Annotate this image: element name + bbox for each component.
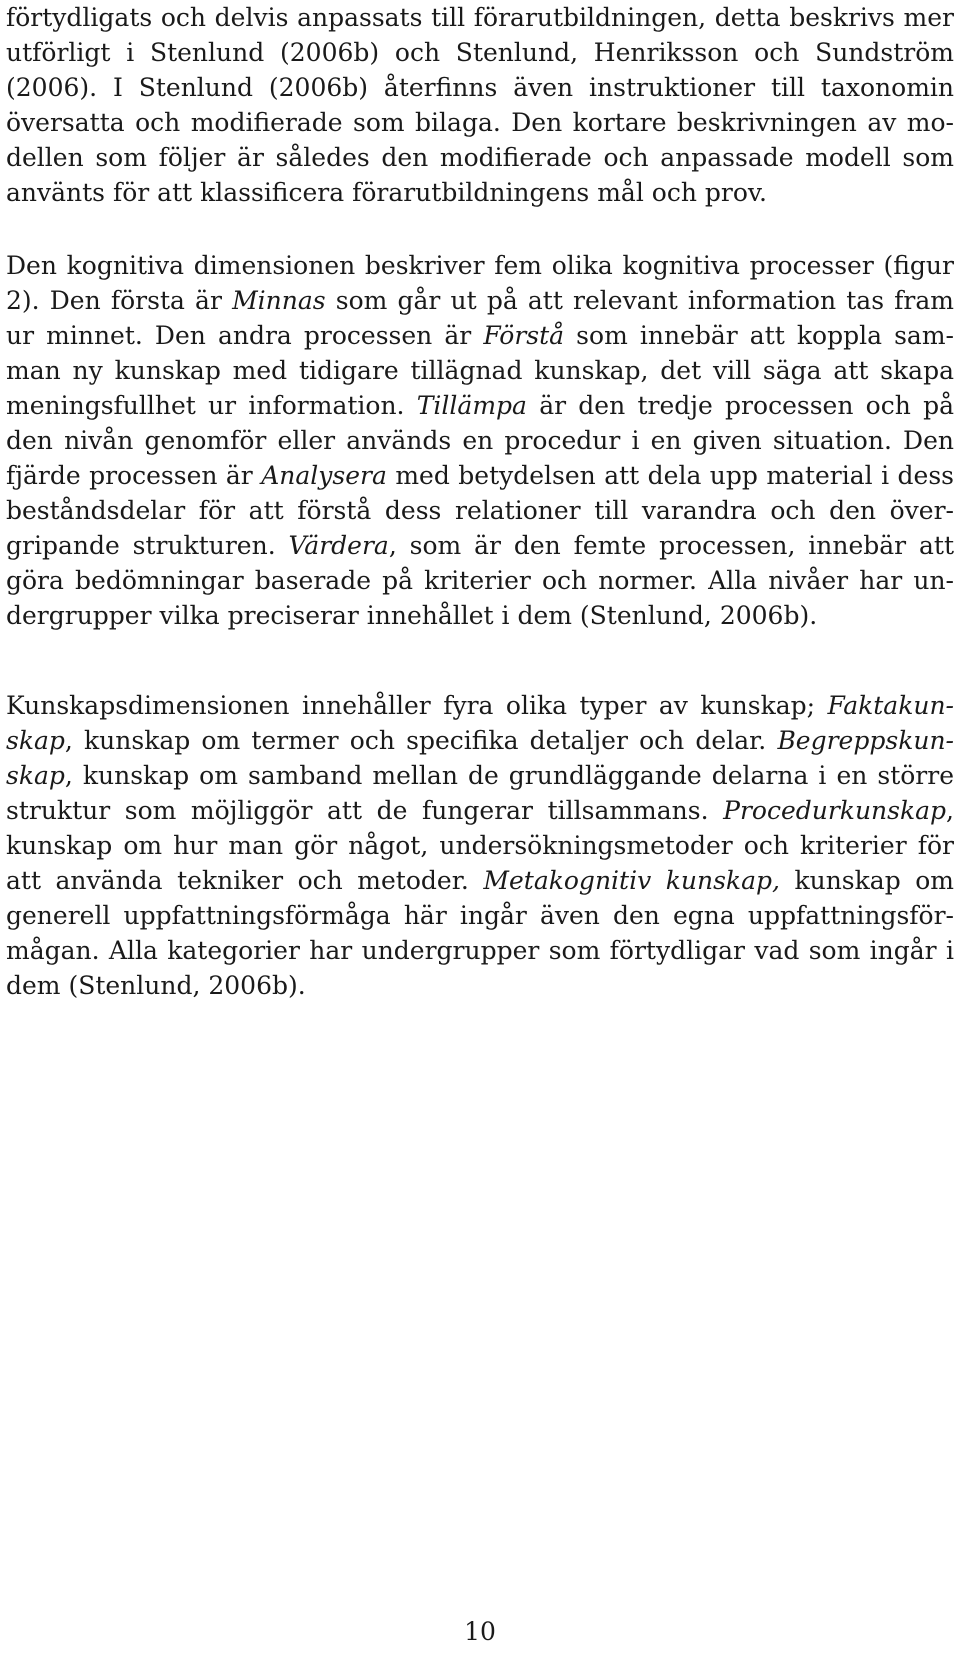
text-segment: generell uppfattningsförmåga här ingår även den egna uppfattningsför- bbox=[6, 901, 954, 930]
text-segment: som går ut på att relevant information tas fram bbox=[325, 286, 954, 315]
italic-term: Minnas bbox=[232, 286, 326, 315]
text-segment: dergrupper vilka preciserar innehållet i dem (Stenlund, 2006b). bbox=[6, 601, 818, 630]
italic-term: Analysera bbox=[261, 461, 387, 490]
text-segment: meningsfullhet ur information. bbox=[6, 391, 417, 420]
text-segment: utförligt i Stenlund (2006b) och Stenlund, Henriksson och Sundström bbox=[6, 38, 954, 67]
text-segment: är den tredje processen och på bbox=[526, 391, 954, 420]
text-line bbox=[6, 688, 954, 723]
italic-term: Faktakun- bbox=[827, 691, 954, 720]
italic-term: Begreppskun- bbox=[777, 726, 954, 755]
text-line bbox=[6, 388, 954, 423]
text-segment: dellen som följer är således den modifierade och anpassade modell som bbox=[6, 143, 954, 172]
text-line bbox=[6, 105, 954, 140]
paragraph-knowledge-dimension bbox=[6, 688, 954, 1003]
text-segment: kunskap om bbox=[779, 866, 954, 895]
text-line bbox=[6, 933, 954, 968]
text-segment: ur minnet. Den andra processen är bbox=[6, 321, 484, 350]
text-segment: som innebär att koppla sam- bbox=[564, 321, 954, 350]
text-segment: , bbox=[946, 796, 954, 825]
italic-term: skap bbox=[6, 761, 65, 790]
text-segment: man ny kunskap med tidigare tillägnad kunskap, det vill säga att skapa bbox=[6, 356, 954, 385]
text-line bbox=[6, 863, 954, 898]
text-line bbox=[6, 828, 954, 863]
text-line bbox=[6, 35, 954, 70]
text-line bbox=[6, 758, 954, 793]
text-segment: (2006). I Stenlund (2006b) återfinns även instruktioner till taxonomin bbox=[6, 73, 954, 102]
text-segment: mågan. Alla kategorier har undergrupper som förtydligar vad som ingår i bbox=[6, 936, 954, 965]
text-segment: förtydligats och delvis anpassats till förarutbildningen, detta beskrivs mer bbox=[6, 3, 954, 32]
paragraph-cognitive-dimension bbox=[6, 248, 954, 633]
text-line bbox=[6, 968, 954, 1003]
text-line bbox=[6, 458, 954, 493]
text-segment: den nivån genomför eller används en procedur i en given situation. Den bbox=[6, 426, 954, 455]
text-segment: Den kognitiva dimensionen beskriver fem olika kognitiva processer (figur bbox=[6, 251, 954, 280]
italic-term: skap bbox=[6, 726, 65, 755]
text-line bbox=[6, 248, 954, 283]
text-line bbox=[6, 353, 954, 388]
text-segment: beståndsdelar för att förstå dess relationer till varandra och den över- bbox=[6, 496, 954, 525]
text-segment: med betydelsen att dela upp material i dess bbox=[386, 461, 955, 490]
text-line bbox=[6, 318, 954, 353]
text-line bbox=[6, 563, 954, 598]
text-segment: , kunskap om termer och specifika detaljer och delar. bbox=[64, 726, 778, 755]
text-segment: fjärde processen är bbox=[6, 461, 262, 490]
text-segment: att använda tekniker och metoder. bbox=[6, 866, 484, 895]
text-line bbox=[6, 528, 954, 563]
text-line bbox=[6, 283, 954, 318]
text-segment: översatta och modifierade som bilaga. Den kortare beskrivningen av mo- bbox=[6, 108, 954, 137]
text-segment: , som är den femte processen, innebär att bbox=[388, 531, 954, 560]
italic-term: Tillämpa bbox=[416, 391, 527, 420]
text-line bbox=[6, 423, 954, 458]
text-line bbox=[6, 598, 954, 633]
text-segment: gripande strukturen. bbox=[6, 531, 289, 560]
text-line bbox=[6, 70, 954, 105]
paragraph-model-description bbox=[6, 0, 954, 210]
text-segment: Kunskapsdimensionen innehåller fyra olika typer av kunskap; bbox=[6, 691, 828, 720]
italic-term: Metakognitiv kunskap, bbox=[483, 866, 780, 895]
text-segment: , kunskap om samband mellan de grundläggande delarna i en större bbox=[64, 761, 954, 790]
text-line bbox=[6, 898, 954, 933]
text-line bbox=[6, 793, 954, 828]
italic-term: Förstå bbox=[483, 321, 565, 350]
text-segment: använts för att klassificera förarutbildningens mål och prov. bbox=[6, 178, 767, 207]
italic-term: Procedurkunskap bbox=[723, 796, 947, 825]
italic-term: Värdera bbox=[288, 531, 389, 560]
text-line bbox=[6, 493, 954, 528]
text-segment: struktur som möjliggör att de fungerar tillsammans. bbox=[6, 796, 724, 825]
text-segment: 2). Den första är bbox=[6, 286, 233, 315]
text-line bbox=[6, 0, 954, 35]
text-line bbox=[6, 175, 954, 210]
text-segment: göra bedömningar baserade på kriterier och normer. Alla nivåer har un- bbox=[6, 566, 954, 595]
text-segment: dem (Stenlund, 2006b). bbox=[6, 971, 306, 1000]
page-number: 10 bbox=[464, 1617, 496, 1646]
text-segment: kunskap om hur man gör något, undersökningsmetoder och kriterier för bbox=[6, 831, 954, 860]
text-line bbox=[6, 723, 954, 758]
text-line bbox=[6, 140, 954, 175]
